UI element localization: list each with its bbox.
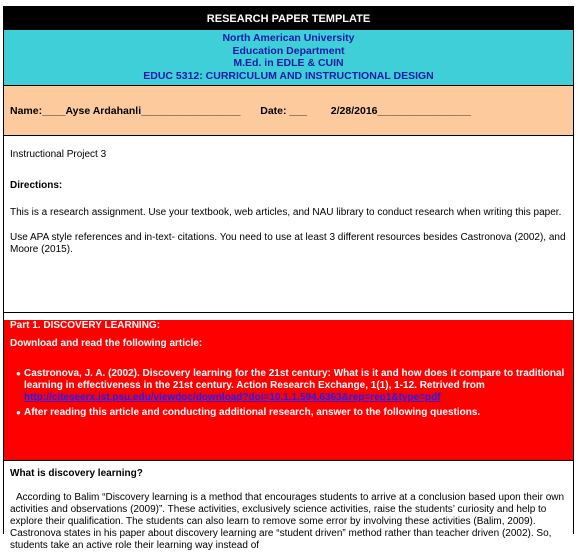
question-section — [4, 468, 573, 552]
name-date-bar — [4, 86, 573, 136]
part1-section — [4, 320, 573, 461]
date-value: 2/28/2016________________ — [330, 105, 471, 117]
part1-list — [10, 368, 567, 419]
directions-paragraph-1: This is a research assignment. Use your textbook, web articles, and NAU library to conduct research when writing this paper. — [10, 207, 562, 218]
question-heading: What is discovery learning? — [10, 468, 143, 479]
university-name: North American University — [222, 32, 355, 44]
project-title: Instructional Project 3 — [10, 149, 107, 160]
article-link[interactable]: http://citeseerx.ist.psu.edu/viewdoc/download?doi=10.1.1.594.6363&rep=rep1&type=pdf — [24, 392, 441, 403]
name-value: ____Ayse Ardahanli_________________ — [42, 105, 241, 117]
list-item — [16, 368, 567, 404]
institution-header — [4, 30, 573, 86]
answer-paragraph: According to Balim “Discovery learning is a method that encourages students to arrive at a conclusion based upon their own activities and observations (2009)”. These activities, exclusively science activities, raise the students’ curiosity and help to explore their qualification. The students can also learn to remove some error by involving these activities (Balim, 2009). Castronova states in his paper about discovery learning are “student driven” method rather than teacher driven (2002). So, students take an active role their learning way instead of — [10, 492, 565, 551]
department-name: Education Department — [232, 44, 345, 57]
instructions-section — [4, 149, 573, 313]
article-citation: Castronova, J. A. (2002). Discovery learning for the 21st century: What is it and how does it compare to traditional learning in effectiveness in the 21st century. Action Research Exchange, 1(1), 1-12. Retrived from — [24, 368, 565, 391]
name-label: Name: — [10, 105, 43, 117]
directions-paragraph-2: Use APA style references and in-text- citations. You need to use at least 3 different resources besides Castronova (2002), and Moore (2015). — [10, 232, 566, 255]
after-reading-instruction: After reading this article and conducting additional research, answer to the following questions. — [24, 407, 481, 418]
program-name: M.Ed. in EDLE & CUIN — [233, 57, 344, 69]
directions-heading: Directions: — [10, 180, 63, 191]
course-name: EDUC 5312: CURRICULUM AND INSTRUCTIONAL DESIGN — [143, 69, 434, 82]
research-paper-template — [3, 6, 574, 551]
bullet-icon: ● — [16, 408, 21, 417]
part1-instruction: Download and read the following article: — [10, 338, 203, 349]
part1-heading: Part 1. DISCOVERY LEARNING: — [10, 320, 161, 331]
template-title: RESEARCH PAPER TEMPLATE — [4, 6, 573, 30]
bullet-icon: ● — [16, 369, 21, 378]
list-item — [16, 407, 567, 419]
date-label: Date: ___ — [260, 105, 307, 117]
